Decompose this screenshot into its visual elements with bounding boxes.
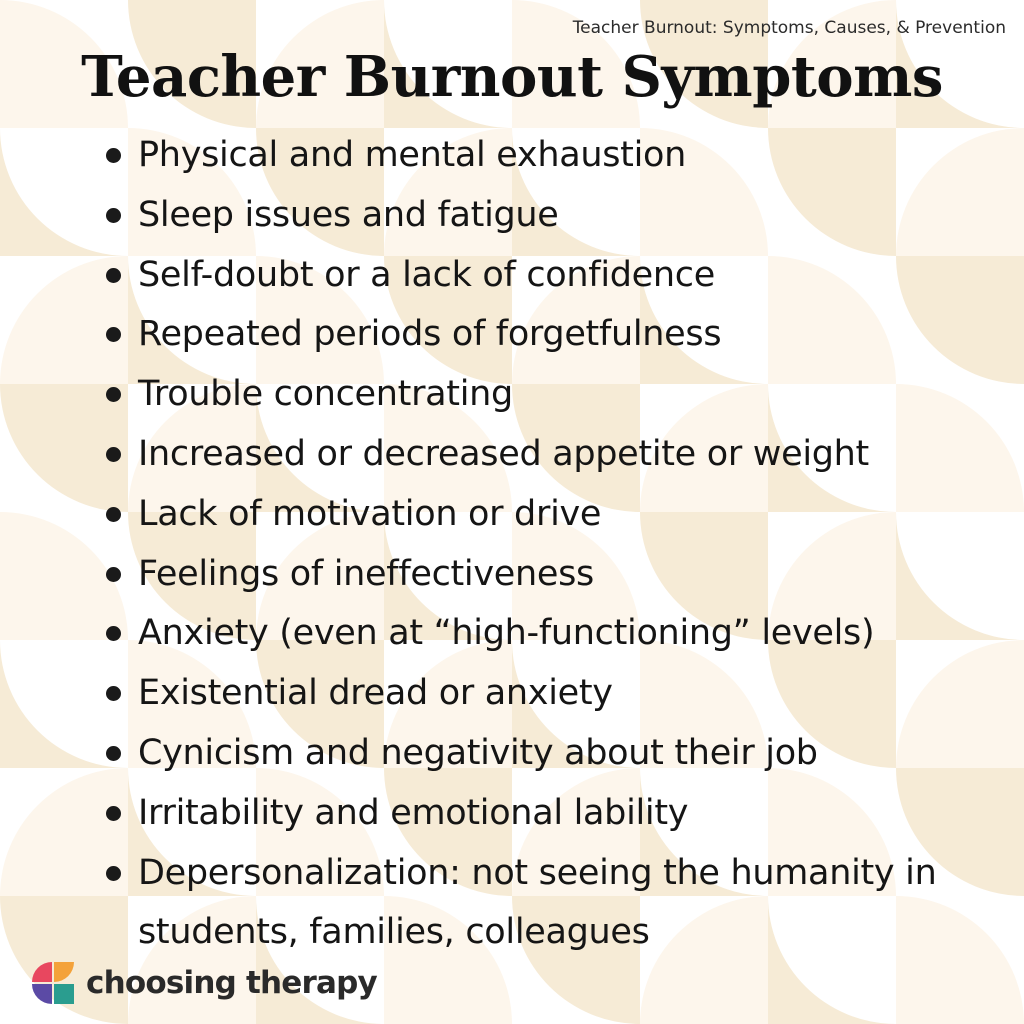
- bullet-icon: [106, 746, 121, 761]
- bullet-icon: [106, 268, 121, 283]
- list-item-text: Depersonalization: not seeing the humanity in students, families, colleagues: [138, 852, 937, 953]
- bullet-icon: [106, 507, 121, 522]
- choosing-therapy-logo-icon: [30, 960, 76, 1006]
- symptom-list: [100, 126, 980, 963]
- list-item-text: Self-doubt or a lack of confidence: [138, 254, 715, 295]
- source-article-title: Teacher Burnout: Symptoms, Causes, & Prevention: [572, 18, 1006, 38]
- page-title: Teacher Burnout Symptoms: [81, 44, 943, 110]
- list-item-text: Cynicism and negativity about their job: [138, 732, 818, 773]
- list-item-text: Anxiety (even at “high-functioning” levels): [138, 613, 875, 654]
- list-item-text: Increased or decreased appetite or weight: [138, 433, 869, 474]
- bullet-icon: [106, 686, 121, 701]
- list-item: [100, 186, 980, 246]
- bullet-icon: [106, 387, 121, 402]
- bullet-icon: [106, 866, 121, 881]
- list-item: [100, 425, 980, 485]
- list-item: [100, 365, 980, 425]
- list-item-text: Trouble concentrating: [138, 374, 513, 415]
- bullet-icon: [106, 626, 121, 641]
- list-item-text: Sleep issues and fatigue: [138, 194, 559, 235]
- list-item: [100, 844, 980, 964]
- brand-footer: [30, 960, 377, 1006]
- bullet-icon: [106, 806, 121, 821]
- list-item-text: Physical and mental exhaustion: [138, 135, 687, 175]
- list-item: [100, 724, 980, 784]
- bullet-icon: [106, 447, 121, 462]
- list-item-text: Lack of motivation or drive: [138, 493, 602, 534]
- bullet-icon: [106, 148, 121, 163]
- bullet-icon: [106, 327, 121, 342]
- list-item-text: Irritability and emotional lability: [138, 792, 689, 833]
- list-item: [100, 246, 980, 306]
- brand-name: choosing therapy: [86, 965, 377, 1001]
- list-item: [100, 784, 980, 844]
- list-item: [100, 126, 980, 186]
- list-item: [100, 305, 980, 365]
- list-item-text: Existential dread or anxiety: [138, 673, 613, 714]
- list-item-text: Feelings of ineffectiveness: [138, 553, 594, 594]
- bullet-icon: [106, 567, 121, 582]
- list-item-text: Repeated periods of forgetfulness: [138, 314, 722, 355]
- list-item: [100, 604, 980, 664]
- list-item: [100, 545, 980, 605]
- bullet-icon: [106, 208, 121, 223]
- list-item: [100, 485, 980, 545]
- list-item: [100, 664, 980, 724]
